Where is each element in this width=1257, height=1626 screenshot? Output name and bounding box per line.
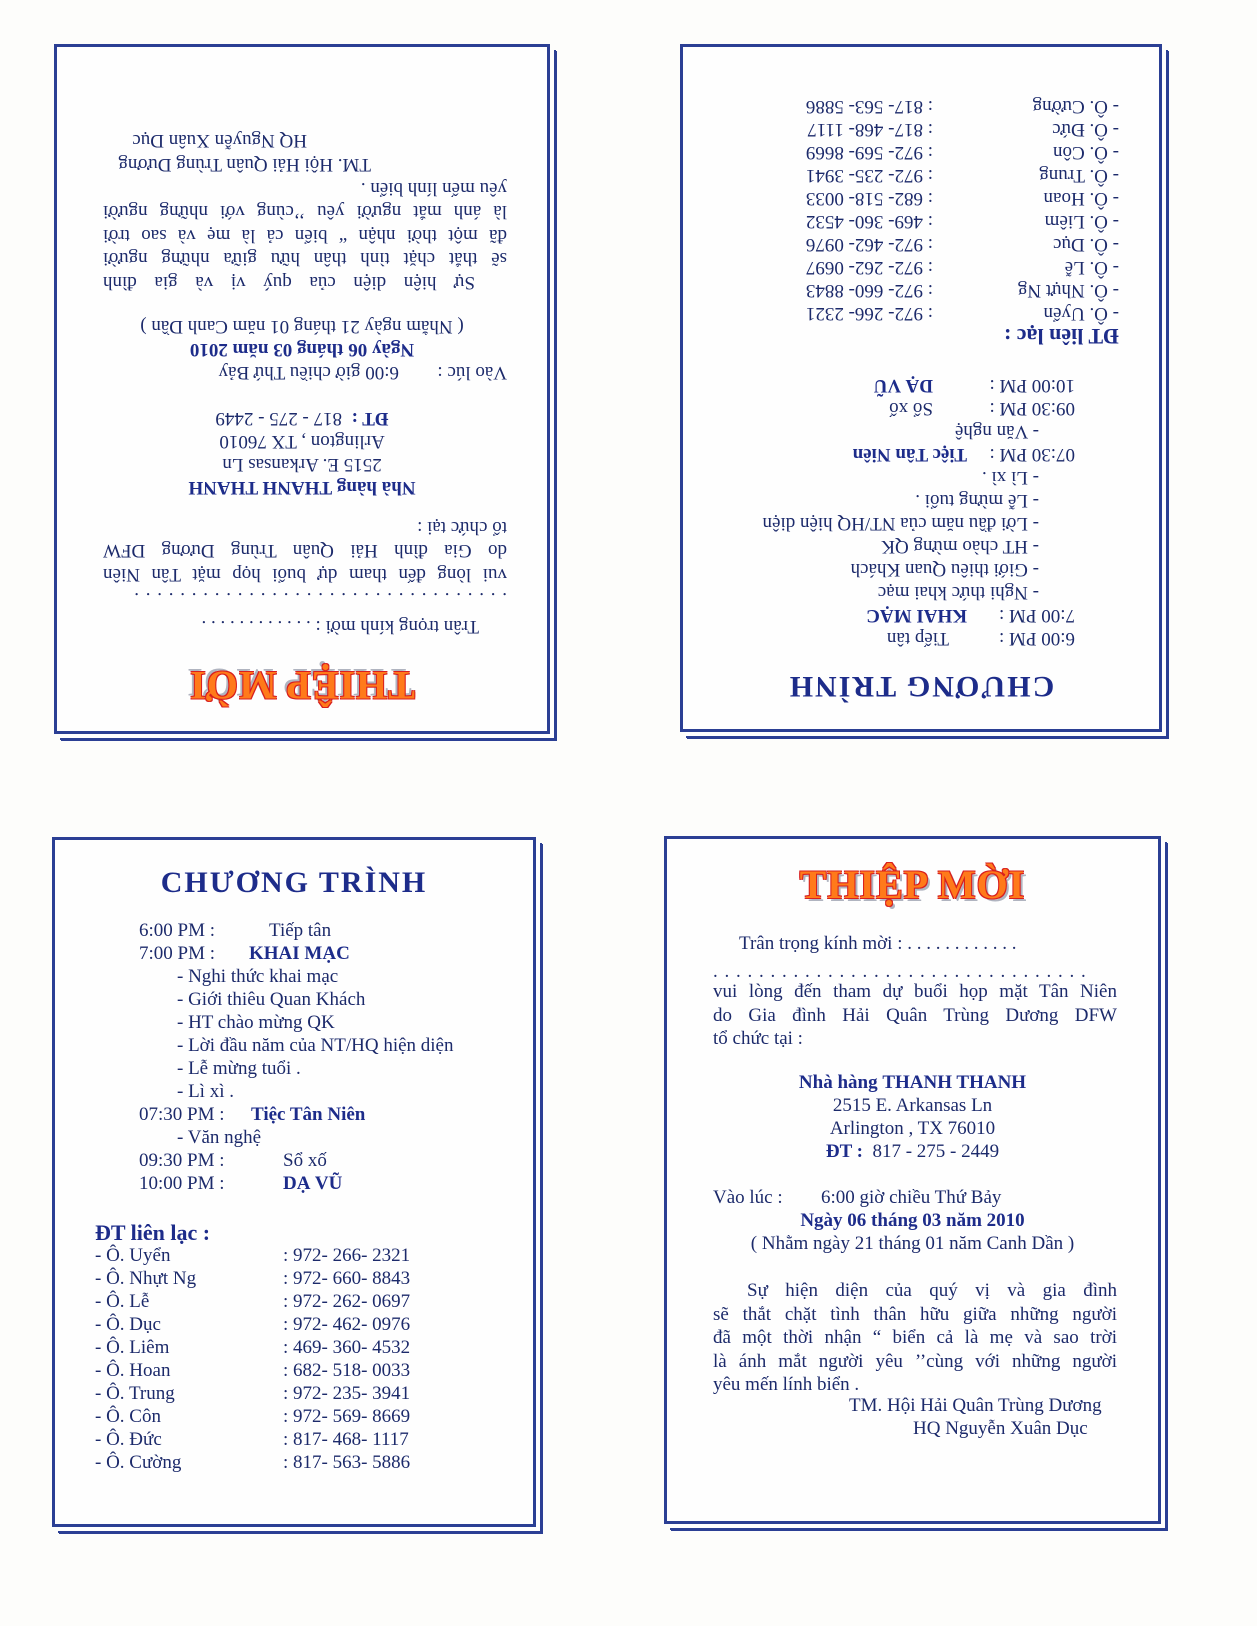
schedule-time: 7:00 PM :: [139, 943, 216, 964]
schedule-event: KHAI MẠC: [866, 605, 967, 626]
schedule-event: KHAI MẠC: [249, 943, 350, 964]
contact-phone: : 972- 235- 3941: [805, 165, 933, 186]
intro-paragraph: [103, 516, 507, 587]
message-paragraph: [103, 177, 507, 295]
phone-number: 817 - 275 - 2449: [215, 408, 343, 429]
schedule-item: - Văn nghệ: [177, 1127, 262, 1148]
schedule-item: - Nghi thức khai mạc: [877, 582, 1039, 603]
schedule-item: - Lễ mừng tuổi .: [177, 1058, 301, 1079]
time-value: 6:00 giờ chiều Thứ Bảy: [218, 362, 399, 383]
signature-org: TM. Hội Hải Quân Trùng Dương: [118, 154, 371, 175]
restaurant-name: THANH THANH: [188, 477, 333, 498]
contact-phone: : 469- 360- 4532: [283, 1337, 411, 1358]
contact-name: - Ô. Côn: [95, 1406, 161, 1427]
lunar-date: ( Nhằm ngày 21 tháng 01 năm Canh Dần ): [750, 1233, 1075, 1254]
contact-name: - Ô. Liêm: [95, 1337, 170, 1358]
message-line: Sự hiện diện của quý vị và gia đình: [747, 1280, 1117, 1301]
contact-name: - Ô. Đức: [1052, 119, 1119, 140]
contact-name: - Ô. Hoan: [95, 1360, 171, 1381]
message-line: yêu mến lính biển .: [713, 1374, 860, 1395]
signature-org: TM. Hội Hải Quân Trùng Dương: [849, 1395, 1102, 1416]
contact-name: - Ô. Dục: [1053, 234, 1119, 255]
schedule-item: - Giới thiêu Quan Khách: [177, 989, 366, 1010]
intro-line: vui lòng đến tham dự buổi họp mặt Tân Niên: [103, 564, 507, 585]
contact-phone: : 817- 468- 1117: [283, 1429, 409, 1450]
contact-phone: : 972- 266- 2321: [805, 303, 933, 324]
time-value: 6:00 giờ chiều Thứ Bảy: [821, 1187, 1002, 1208]
contact-name: - Ô. Côn: [1053, 142, 1119, 163]
time-label: Vào lúc :: [713, 1187, 783, 1208]
restaurant: [667, 1072, 1158, 1094]
invitation-title: THIỆP MỜI: [799, 862, 1026, 907]
greeting: Trân trọng kính mời : . . . . . . . . . . . .: [201, 616, 479, 637]
schedule-item: - HT chào mừng QK: [177, 1012, 335, 1033]
contact-phone: : 682- 518- 0033: [805, 188, 933, 209]
program-content: [55, 840, 533, 1524]
schedule-item: - Nghi thức khai mạc: [177, 966, 339, 987]
program-content-flipped: [683, 47, 1159, 729]
schedule-time: 7:00 PM :: [998, 605, 1075, 626]
signature-name: HQ Nguyễn Xuân Dục: [132, 130, 307, 151]
schedule-item: - Lời đầu năm của NT/HQ hiện diện: [177, 1035, 454, 1056]
contact-phone: : 972- 660- 8843: [805, 280, 933, 301]
message-paragraph: [713, 1279, 1117, 1397]
lunar-date: ( Nhằm ngày 21 tháng 01 năm Canh Dần ): [140, 316, 464, 337]
intro-paragraph: [713, 980, 1117, 1051]
intro-line: tổ chức tại :: [713, 1028, 803, 1049]
greeting: Trân trọng kính mời : . . . . . . . . . . . .: [739, 933, 1017, 954]
schedule-time: 07:30 PM :: [989, 444, 1075, 465]
contact-name: - Ô. Nhựt Ng: [1017, 280, 1119, 301]
contact-phone: : 972- 266- 2321: [283, 1245, 411, 1266]
message-line: là ánh mắt người yêu ’’cùng với những người: [713, 1350, 1117, 1372]
schedule-time: 6:00 PM :: [998, 628, 1075, 649]
contacts-title: ĐT liên lạc :: [1003, 324, 1119, 349]
schedule-event: Tiệc Tân Niên: [251, 1104, 366, 1125]
address-line-2: Arlington , TX 76010: [219, 431, 385, 452]
phone-label: ĐT :: [351, 408, 389, 429]
invitation-card-flipped: [54, 44, 550, 734]
contact-name: - Ô. Cường: [1032, 96, 1119, 117]
schedule-event: Sổ xố: [889, 398, 933, 419]
event-date: Ngày 06 tháng 03 năm 2010: [800, 1210, 1025, 1231]
invitation-card: [664, 836, 1161, 1524]
contact-name: - Ô. Cường: [95, 1452, 182, 1473]
restaurant-phone: [57, 407, 547, 429]
schedule-time: 09:30 PM :: [139, 1150, 225, 1171]
message-line: đã một thời nhận “ biển cả là mẹ và sao trời: [713, 1327, 1117, 1348]
schedule-event: DẠ VŨ: [873, 375, 933, 396]
greeting-dots: . . . . . . . . . . . . . . . . . . . . . . . . . . . . . . . . .: [713, 961, 1087, 982]
contact-phone: : 817- 563- 5886: [805, 96, 933, 117]
contact-name: - Ô. Trung: [95, 1383, 175, 1404]
schedule-event: Tiệc Tân Niên: [852, 444, 967, 465]
schedule-item: - Lì xì .: [177, 1081, 234, 1102]
contact-phone: : 817- 563- 5886: [283, 1452, 411, 1473]
signature-name: HQ Nguyễn Xuân Dục: [913, 1418, 1088, 1439]
invitation-content-flipped: [57, 47, 547, 731]
message-line: là ánh mắt người yêu ’’cùng với những người: [103, 201, 507, 223]
invitation-content: [667, 839, 1158, 1521]
invitation-title: THIỆP MỜI: [189, 663, 415, 708]
contact-phone: : 972- 462- 0976: [805, 234, 933, 255]
schedule-item: - HT chào mừng QK: [881, 536, 1039, 557]
intro-line: do Gia đình Hải Quân Trùng Dương DFW: [713, 1004, 1117, 1026]
contact-phone: : 972- 462- 0976: [283, 1314, 411, 1335]
restaurant-phone: [667, 1141, 1158, 1163]
restaurant-name: THANH THANH: [882, 1072, 1027, 1093]
phone-number: 817 - 275 - 2449: [872, 1141, 1000, 1162]
contact-name: - Ô. Đức: [95, 1429, 162, 1450]
schedule-event: Sổ xố: [283, 1150, 327, 1171]
message-line: yêu mến lính biển .: [360, 178, 507, 199]
restaurant: [57, 476, 547, 498]
address-line-1: 2515 E. Arkansas Ln: [832, 1095, 993, 1116]
schedule-time: 10:00 PM :: [989, 375, 1075, 396]
contact-name: - Ô. Lễ: [95, 1291, 150, 1312]
contact-name: - Ô. Uyển: [1043, 303, 1119, 324]
contact-phone: : 972- 569- 8669: [805, 142, 933, 163]
schedule-event: Tiếp tân: [886, 628, 949, 649]
message-line: sẽ thắt chặt tình thân hữu giữa những người: [713, 1303, 1117, 1325]
schedule-item: - Lời đầu năm của NT/HQ hiện diện: [762, 513, 1039, 534]
contact-phone: : 682- 518- 0033: [283, 1360, 411, 1381]
contact-name: - Ô. Uyển: [95, 1245, 171, 1266]
schedule-item: - Văn nghệ: [954, 421, 1039, 442]
message-line: sẽ thắt chặt tình thân hữu giữa những người: [103, 248, 507, 270]
schedule-time: 09:30 PM :: [989, 398, 1075, 419]
schedule-event: Tiếp tân: [269, 920, 332, 941]
contacts-title: ĐT liên lạc :: [95, 1220, 211, 1245]
schedule-time: 6:00 PM :: [139, 920, 216, 941]
program-card-flipped: [680, 44, 1162, 732]
greeting-dots: . . . . . . . . . . . . . . . . . . . . . . . . . . . . . . . . .: [133, 588, 507, 609]
contact-name: - Ô. Hoan: [1043, 188, 1119, 209]
address-line-2: Arlington , TX 76010: [829, 1118, 996, 1139]
contact-name: - Ô. Nhựt Ng: [95, 1268, 197, 1289]
contact-name: - Ô. Liêm: [1044, 211, 1119, 232]
contact-phone: : 972- 569- 8669: [283, 1406, 411, 1427]
event-date: Ngày 06 tháng 03 năm 2010: [189, 339, 415, 360]
schedule-time: 07:30 PM :: [139, 1104, 225, 1125]
intro-line: vui lòng đến tham dự buổi họp mặt Tân Niên: [713, 981, 1117, 1002]
program-title: CHƯƠNG TRÌNH: [787, 670, 1055, 703]
contact-phone: : 972- 262- 0697: [283, 1291, 411, 1312]
message-line: Sự hiện diện của quý vị và gia đình: [103, 272, 475, 293]
address-line-1: 2515 E. Arkansas Ln: [222, 454, 382, 475]
contact-phone: : 972- 660- 8843: [283, 1268, 411, 1289]
intro-line: tổ chức tại :: [417, 517, 507, 538]
contact-name: - Ô. Dục: [95, 1314, 161, 1335]
contact-phone: : 817- 468- 1117: [807, 119, 933, 140]
time-label: Vào lúc :: [437, 362, 507, 383]
contact-name: - Ô. Trung: [1039, 165, 1119, 186]
contact-phone: : 972- 235- 3941: [283, 1383, 411, 1404]
restaurant-label: Nhà hàng: [336, 477, 416, 498]
contact-phone: : 972- 262- 0697: [805, 257, 933, 278]
schedule-item: - Giới thiêu Quan Khách: [850, 559, 1039, 580]
intro-line: do Gia đình Hải Quân Trùng Dương DFW: [103, 540, 507, 562]
schedule-item: - Lì xì .: [982, 467, 1039, 488]
contact-phone: : 469- 360- 4532: [805, 211, 933, 232]
schedule-time: 10:00 PM :: [139, 1173, 225, 1194]
contact-name: - Ô. Lễ: [1064, 257, 1119, 278]
program-title: CHƯƠNG TRÌNH: [160, 866, 428, 899]
schedule-event: DẠ VŨ: [283, 1173, 343, 1194]
restaurant-label: Nhà hàng: [798, 1072, 878, 1093]
program-card: [52, 837, 536, 1527]
schedule-item: - Lễ mừng tuổi .: [915, 490, 1039, 511]
message-line: đã một thời nhận “ biển cả là mẹ và sao trời: [103, 225, 507, 246]
phone-label: ĐT :: [825, 1141, 863, 1162]
